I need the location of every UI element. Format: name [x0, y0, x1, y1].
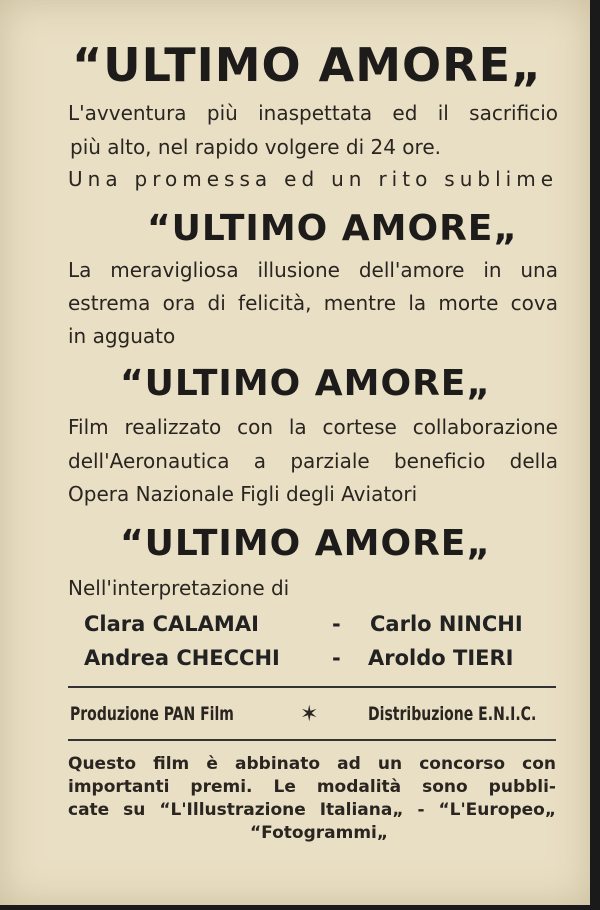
tagline-1-line-2: più alto, nel rapido volgere di 24 ore.	[70, 135, 441, 159]
contest-note-line-2: importanti premi. Le modalità sono pubbli-	[68, 777, 556, 797]
cast-intro: Nell'interpretazione di	[68, 576, 290, 600]
cast-separator-2: -	[332, 646, 341, 670]
film-title-1: “ULTIMO AMORE„	[72, 38, 543, 92]
tagline-1-line-3: Una promessa ed un rito sublime	[68, 167, 558, 191]
tagline-2-line-2: estrema ora di felicità, mentre la morte cova	[68, 291, 558, 315]
cast-separator-1: -	[332, 612, 341, 636]
divider-bottom	[68, 739, 556, 741]
cast-name-3: Andrea CHECCHI	[84, 646, 280, 670]
credits-line-2: dell'Aeronautica a parziale beneficio della	[68, 449, 558, 473]
production-credit: Produzione PAN Film	[70, 703, 234, 725]
tagline-2-line-3: in agguato	[68, 324, 176, 348]
film-title-3: “ULTIMO AMORE„	[120, 363, 492, 404]
distribution-credit: Distribuzione E.N.I.C.	[368, 703, 537, 725]
cast-name-2: Carlo NINCHI	[370, 612, 523, 636]
star-icon: ✶	[300, 702, 319, 727]
tagline-2-line-1: La meravigliosa illusione dell'amore in una	[68, 258, 558, 282]
cast-name-4: Aroldo TIERI	[368, 646, 514, 670]
divider-top	[68, 686, 556, 688]
cast-name-1: Clara CALAMAI	[84, 612, 259, 636]
contest-note-line-4: “Fotogrammi„	[250, 823, 389, 843]
credits-line-1: Film realizzato con la cortese collaborazione	[68, 415, 558, 439]
film-title-4: “ULTIMO AMORE„	[120, 523, 492, 564]
film-title-2: “ULTIMO AMORE„	[147, 208, 519, 249]
tagline-1-line-1: L'avventura più inaspettata ed il sacrificio	[68, 101, 558, 125]
contest-note-line-1: Questo film è abbinato ad un concorso con	[68, 754, 556, 774]
credits-line-3: Opera Nazionale Figli degli Aviatori	[68, 482, 418, 506]
contest-note-line-3: cate su “L'Illustrazione Italiana„ - “L'Europeo„	[68, 800, 556, 820]
